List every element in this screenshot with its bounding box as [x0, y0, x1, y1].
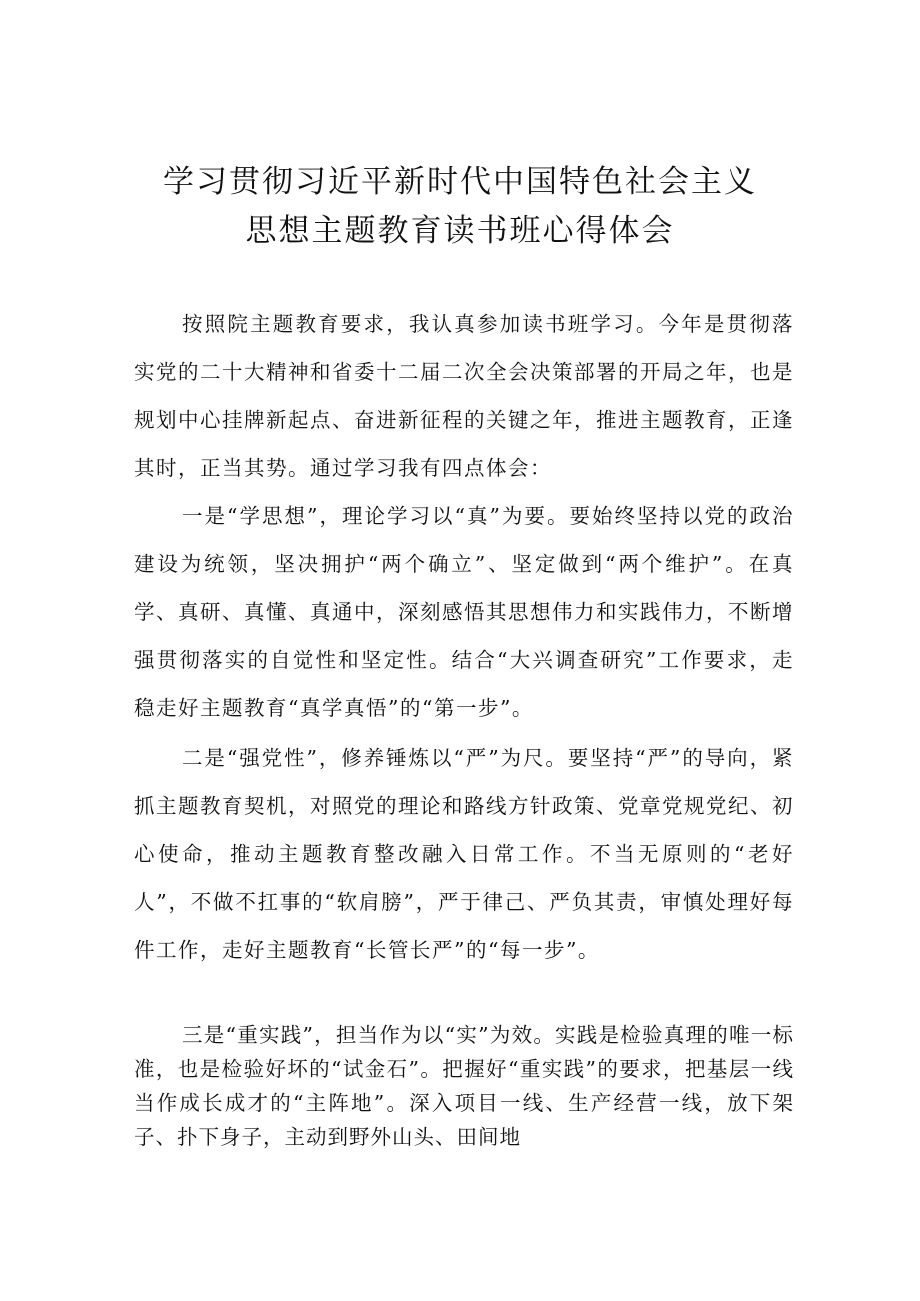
document-title-line-1: 学习贯彻习近平新时代中国特色社会主义: [163, 164, 757, 200]
paragraph-intro: 按照院主题教育要求，我认真参加读书班学习。今年是贯彻落实党的二十大精神和省委十二届二次全会决策部署的开局之年，也是规划中心挂牌新起点、奋进新征程的关键之年，推进主题教育，正逢其时，正当其势。通过学习我有四点体会：: [134, 312, 794, 480]
paragraph-party-spirit: 二是“强党性”，修养锤炼以“严”为尺。要坚持“严”的导向，紧抓主题教育契机，对照党的理论和路线方针政策、党章党规党纪、初心使命，推动主题教育整改融入日常工作。不当无原则的“老好人”，不做不扛事的“软肩膀”，严于律己、严负其责，审慎处理好每件工作，走好主题教育“长管长严”的“每一步”。: [134, 746, 794, 962]
document-title-line-2: 思想主题教育读书班心得体会: [245, 213, 675, 249]
paragraph-practice: 三是“重实践”，担当作为以“实”为效。实践是检验真理的唯一标准，也是检验好坏的“试金石”。把握好“重实践”的要求，把基层一线当作成长成才的“主阵地”。深入项目一线、生产经营一线，放下架子、扑下身子，主动到野外山头、田间地: [134, 1023, 794, 1149]
paragraph-study-thought: 一是“学思想”，理论学习以“真”为要。要始终坚持以党的政治建设为统领，坚决拥护“两个确立”、坚定做到“两个维护”。在真学、真研、真懂、真通中，深刻感悟其思想伟力和实践伟力，不断增强贯彻落实的自觉性和坚定性。结合“大兴调查研究”工作要求，走稳走好主题教育“真学真悟”的“第一步”。: [134, 504, 794, 720]
